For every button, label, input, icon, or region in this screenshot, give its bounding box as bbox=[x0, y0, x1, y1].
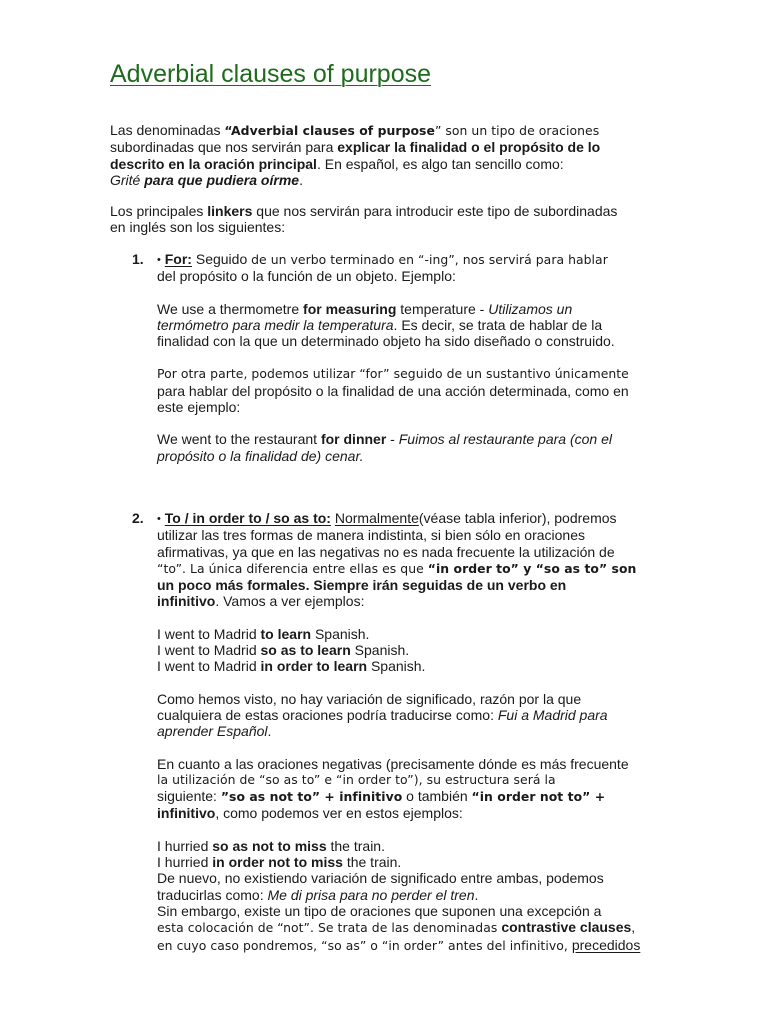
text: . Vamos a ver ejemplos: bbox=[215, 593, 365, 610]
text: o también bbox=[402, 788, 472, 805]
text: the train. bbox=[342, 854, 402, 871]
emphasis-bold: for dinner bbox=[320, 431, 387, 448]
translation-italic: Fuimos al restaurante para (con el bbox=[398, 431, 612, 448]
text: Spanish. bbox=[367, 658, 426, 675]
text: cualquiera de estas oraciones podría traducirse como: bbox=[157, 706, 498, 723]
emphasis-bold: for measuring bbox=[303, 300, 397, 317]
section-label: To / in order to / so as to: bbox=[164, 510, 331, 526]
text: finalidad con la que un determinado objeto ha sido diseñado o construido. bbox=[157, 333, 615, 350]
text: de un verbo terminado en “-ing”, nos servirá para hablar bbox=[251, 252, 608, 267]
text: We went to the restaurant bbox=[157, 431, 321, 448]
emphasis-bold: linkers bbox=[207, 203, 253, 219]
term-bold: “in order to” y “so as to” son bbox=[427, 560, 637, 576]
text: . En español, es algo tan sencillo como: bbox=[316, 155, 564, 172]
example-bold-italic: para que pudiera oírme bbox=[144, 171, 300, 188]
emphasis-bold: descrito en la oración principal bbox=[110, 155, 317, 172]
emphasis-bold: so as to learn bbox=[260, 642, 351, 659]
emphasis-bold: so as not to miss bbox=[212, 837, 327, 854]
example-italic: Grité bbox=[110, 171, 145, 188]
text: . Es decir, se trata de hablar de la bbox=[393, 316, 603, 333]
text: Por otra parte, podemos utilizar “for” seguido de un sustantivo únicamente bbox=[157, 366, 629, 382]
translation-italic: Me di prisa para no perder el tren bbox=[267, 886, 475, 903]
text: subordinadas que nos servirán para bbox=[110, 139, 338, 156]
text: Como hemos visto, no hay variación de significado, razón por la que bbox=[157, 690, 582, 707]
text: utilizar las tres formas de manera indistinta, si bien sólo en oraciones bbox=[157, 527, 585, 544]
text: , como podemos ver en estos ejemplos: bbox=[215, 805, 463, 822]
emphasis-bold: un poco más formales. Siempre irán seguidas de un verbo en bbox=[157, 577, 567, 594]
underlined-text: precedidos bbox=[571, 936, 641, 953]
term-bold: “Adverbial clauses of purpose bbox=[224, 123, 435, 138]
text: I hurried bbox=[157, 837, 213, 854]
emphasis-bold: in order not to miss bbox=[212, 854, 343, 871]
section-to-in-order-to bbox=[157, 510, 640, 954]
text: traducirlas como: bbox=[157, 886, 268, 903]
text: este ejemplo: bbox=[157, 399, 241, 416]
text: afirmativas, ya que en las negativas no es nada frecuente la utilización de bbox=[157, 543, 615, 560]
emphasis-bold: to learn bbox=[260, 625, 312, 642]
translation-italic: aprender Español bbox=[157, 723, 268, 740]
text: “to”. La única diferencia entre ellas es que bbox=[157, 560, 428, 576]
text: . bbox=[474, 886, 479, 903]
text: Seguido bbox=[191, 251, 252, 267]
emphasis-bold: explicar la finalidad o el propósito de lo bbox=[337, 139, 601, 156]
underlined-text: Normalmente bbox=[334, 510, 419, 526]
text: siguiente: bbox=[157, 788, 221, 805]
text: Sin embargo, existe un tipo de oraciones que suponen una excepción a bbox=[157, 902, 602, 919]
section-label: For: bbox=[164, 251, 192, 267]
text: Los principales bbox=[110, 203, 208, 219]
text: the train. bbox=[326, 837, 385, 854]
text: We use a thermometre bbox=[157, 300, 304, 317]
emphasis-bold: contrastive clauses bbox=[501, 919, 632, 936]
bullet-icon: • bbox=[157, 513, 161, 525]
text: I went to Madrid bbox=[157, 658, 261, 675]
text: en inglés son los siguientes: bbox=[110, 219, 286, 236]
list-number-1: 1. bbox=[132, 251, 144, 267]
emphasis-bold: infinitivo bbox=[157, 593, 216, 610]
text: Spanish. bbox=[311, 625, 370, 642]
text: esta colocación de “not”. Se trata de las denominadas bbox=[157, 920, 502, 936]
term-bold: ”so as not to” + infinitivo bbox=[220, 789, 403, 805]
emphasis-bold: infinitivo bbox=[157, 805, 216, 822]
text: , bbox=[631, 919, 636, 936]
text: I hurried bbox=[157, 854, 213, 871]
text: temperature - bbox=[396, 300, 489, 317]
text: En cuanto a las oraciones negativas (precisamente dónde es más frecuente bbox=[157, 755, 629, 772]
text: . bbox=[267, 723, 272, 740]
emphasis-bold: in order to learn bbox=[260, 658, 368, 675]
list-number-2: 2. bbox=[132, 510, 144, 526]
translation-italic: propósito o la finalidad de) cenar. bbox=[157, 447, 364, 464]
text: del propósito o la función de un objeto. Ejemplo: bbox=[157, 268, 456, 285]
text: Las denominadas bbox=[110, 122, 225, 138]
text: la utilización de “so as to” e “in order to”), su estructura será la bbox=[157, 771, 556, 787]
intro-paragraph bbox=[110, 122, 600, 188]
text: - bbox=[386, 431, 399, 448]
text: Spanish. bbox=[350, 642, 410, 659]
translation-italic: termómetro para medir la temperatura bbox=[157, 316, 394, 333]
text: I went to Madrid bbox=[157, 625, 261, 642]
text: De nuevo, no existiendo variación de significado entre ambas, podemos bbox=[157, 870, 604, 887]
text: . bbox=[299, 171, 303, 188]
text: I went to Madrid bbox=[157, 642, 261, 659]
text: (véase tabla inferior), podremos bbox=[418, 510, 617, 526]
translation-italic: Utilizamos un bbox=[488, 300, 573, 317]
translation-italic: Fui a Madrid para bbox=[497, 706, 608, 723]
text: en cuyo caso pondremos, “so as” o “in order” antes del infinitivo, bbox=[157, 937, 572, 953]
text: para hablar del propósito o la finalidad de una acción determinada, como en bbox=[157, 382, 629, 399]
section-for bbox=[157, 251, 629, 464]
page-title: Adverbial clauses of purpose bbox=[110, 60, 432, 88]
text: que nos servirán para introducir este tipo de subordinadas bbox=[252, 203, 618, 219]
linkers-paragraph bbox=[110, 203, 617, 236]
text: ” son un tipo de oraciones bbox=[434, 123, 600, 138]
bullet-icon: • bbox=[157, 254, 161, 266]
term-bold: “in order not to” + bbox=[471, 789, 606, 805]
